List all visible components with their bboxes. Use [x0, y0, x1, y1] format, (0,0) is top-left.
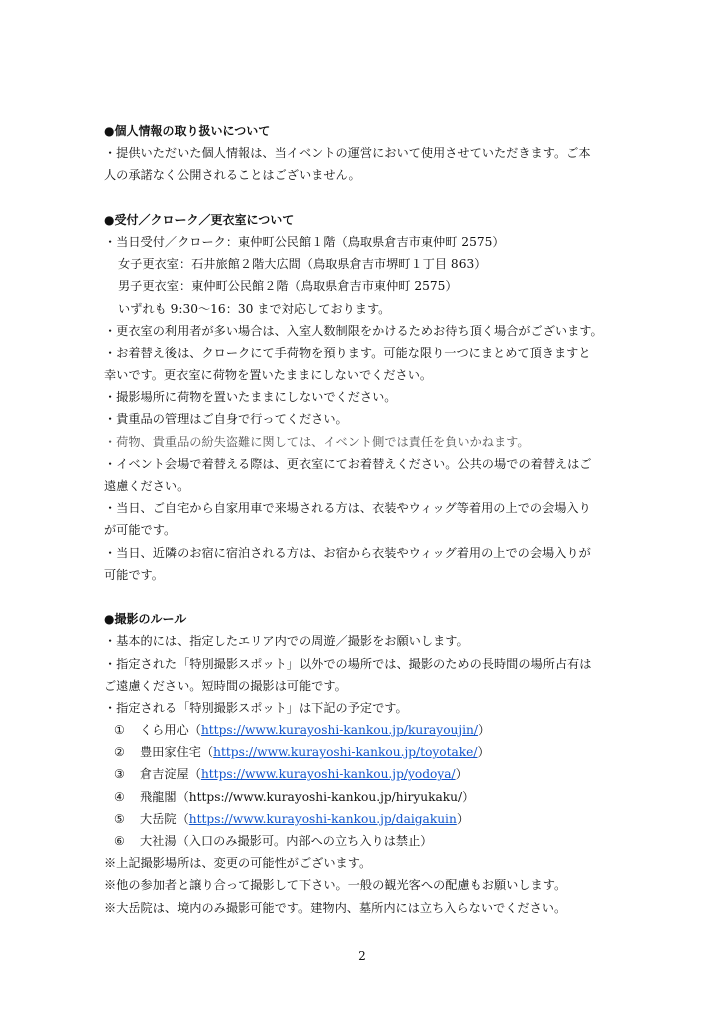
spot-item-toyotake — [104, 741, 628, 763]
reception-rule-line: ・荷物、貴重品の紛失盗難に関しては、イベント側では責任を負いかねます。 — [104, 434, 530, 449]
spot-number: ④ — [114, 789, 125, 804]
photography-heading: ●撮影のルール — [104, 612, 187, 627]
spot-number: ⑥ — [114, 834, 125, 848]
spot-paren-open: （ — [188, 767, 201, 782]
reception-rule-line: ・当日、ご自宅から自家用車で来場される方は、衣装やウィッグ等着用の上での会場入り — [104, 501, 591, 516]
photography-line: ・指定された「特別撮影スポット」以外での場所では、撮影のための長時間の場所占有は — [104, 656, 592, 671]
reception-venue-line: 女子更衣室：石井旅館２階大広間（鳥取県倉吉市堺町１丁目 863） — [118, 257, 487, 272]
spot-link[interactable]: https://www.kurayoshi-kankou.jp/daigakuin — [188, 811, 457, 826]
photography-note: ※他の参加者と譲り合って撮影して下さい。一般の観光客への配慮もお願いします。 — [104, 878, 567, 893]
spot-item-hiryukaku — [104, 786, 628, 808]
spot-link[interactable]: https://www.kurayoshi-kankou.jp/yodoya/ — [200, 767, 456, 782]
reception-rule-line: ・お着替え後は、クロークにて手荷物を預ります。可能な限り一つにまとめて頂きますと — [104, 345, 591, 360]
reception-heading: ●受付／クローク／更衣室について — [104, 212, 295, 227]
reception-rule-line: ・イベント会場で着替える際は、更衣室にてお着替えください。公共の場での着替えはご — [104, 456, 592, 471]
photography-line: ・基本的には、指定したエリア内での周遊／撮影をお願いします。 — [104, 634, 469, 649]
reception-rule-line: 遠慮ください。 — [104, 479, 190, 493]
spot-name: くら用心 — [140, 723, 189, 738]
photography-note: ※大岳院は、境内のみ撮影可能です。建物内、墓所内には立ち入らないでください。 — [104, 900, 567, 915]
spot-name: 大社湯 — [140, 834, 177, 848]
page-number: 2 — [358, 949, 366, 963]
photography-line: ・指定される「特別撮影スポット」は下記の予定です。 — [104, 700, 408, 715]
spot-paren-close: ） — [477, 745, 490, 760]
spot-name: 倉吉淀屋 — [140, 767, 189, 782]
reception-rule-line: ・更衣室の利用者が多い場合は、入室人数制限をかけるためお待ち頂く場合がございます。 — [104, 323, 603, 338]
spot-number: ③ — [114, 767, 125, 782]
spot-paren-close: ） — [456, 811, 469, 826]
section-spacer — [104, 187, 628, 209]
reception-rule-line: ・当日、近隣のお宿に宿泊される方は、お宿から衣装やウィッグ着用の上での会場入りが — [104, 545, 591, 560]
spot-item-taishayu — [104, 830, 628, 852]
privacy-line: 人の承諾なく公開されることはございません。 — [104, 168, 361, 183]
spot-item-daigakuin — [104, 808, 628, 830]
reception-venue-line: 男子更衣室：東仲町公民館２階（鳥取県倉吉市東仲町 2575） — [118, 279, 458, 294]
spot-link[interactable]: https://www.kurayoshi-kankou.jp/toyotake/ — [213, 745, 478, 760]
privacy-heading: ●個人情報の取り扱いについて — [104, 124, 271, 138]
photography-line: ご遠慮ください。短時間の撮影は可能です。 — [104, 678, 347, 693]
spot-name: 飛龍閣 — [140, 789, 177, 804]
spot-number: ⑤ — [114, 811, 125, 826]
spot-item-yodoya — [104, 763, 628, 785]
spot-paren-close: ） — [462, 789, 475, 804]
spot-paren-close: ） — [478, 723, 491, 738]
photography-note: ※上記撮影場所は、変更の可能性がございます。 — [104, 856, 372, 871]
reception-rule-line: ・貴重品の管理はご自身で行ってください。 — [104, 412, 348, 427]
spot-paren-open: （ — [200, 745, 214, 760]
spot-paren-open: （ — [176, 789, 189, 804]
reception-rule-line: 幸いです。更衣室に荷物を置いたままにしないでください。 — [104, 368, 433, 383]
spot-note: （入口のみ撮影可。内部への立ち入りは禁止） — [176, 834, 433, 848]
spot-paren-open: （ — [176, 811, 189, 826]
reception-rule-line: ・撮影場所に荷物を置いたままにしないでください。 — [104, 390, 397, 405]
section-spacer — [104, 586, 628, 608]
reception-venue-line: いずれも 9:30〜16：30 まで対応しております。 — [118, 301, 391, 316]
spot-paren-open: （ — [188, 723, 201, 738]
spot-number: ① — [114, 723, 125, 738]
spot-name: 豊田家住宅 — [140, 745, 201, 760]
reception-rule-line: が可能です。 — [104, 523, 177, 538]
document-body — [104, 120, 628, 919]
spot-paren-close: ） — [455, 767, 468, 782]
spot-number: ② — [114, 745, 125, 760]
spot-link[interactable]: https://www.kurayoshi-kankou.jp/kurayoujin/ — [200, 723, 479, 738]
spot-url-text: https://www.kurayoshi-kankou.jp/hiryukaku/ — [188, 789, 463, 804]
reception-rule-line: 可能です。 — [104, 567, 164, 582]
spot-item-kurayoujin — [104, 719, 628, 741]
privacy-line: ・提供いただいた個人情報は、当イベントの運営において使用させていただきます。ご本 — [104, 146, 591, 161]
spot-name: 大岳院 — [140, 811, 177, 826]
reception-venue-line: ・当日受付／クローク：東仲町公民館１階（鳥取県倉吉市東仲町 2575） — [104, 234, 505, 249]
